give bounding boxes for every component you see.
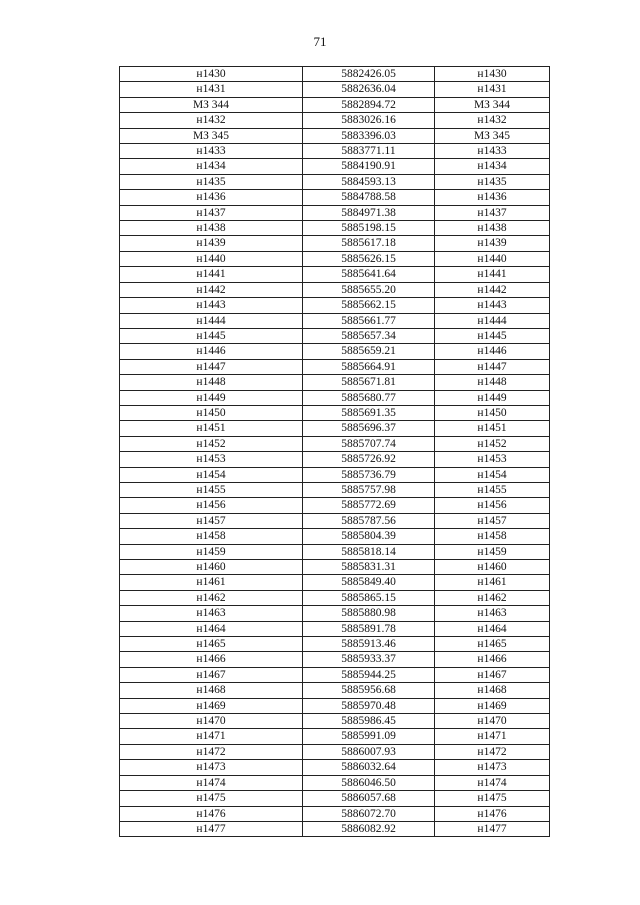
table-row: [120, 544, 550, 559]
table-row: [120, 667, 550, 682]
point-id-cell: н1441: [435, 267, 550, 282]
coordinates-table: [119, 66, 550, 837]
point-id-cell: н1431: [120, 82, 303, 97]
point-id-cell: н1431: [435, 82, 550, 97]
coordinate-cell: 5885970.48: [303, 698, 435, 713]
point-id-cell: н1450: [435, 405, 550, 420]
table-row: [120, 729, 550, 744]
point-id-cell: н1461: [435, 575, 550, 590]
table-row: [120, 498, 550, 513]
point-id-cell: н1430: [120, 67, 303, 82]
point-id-cell: н1444: [435, 313, 550, 328]
point-id-cell: н1440: [120, 251, 303, 266]
table-row: [120, 575, 550, 590]
coordinate-cell: 5885804.39: [303, 529, 435, 544]
point-id-cell: н1472: [435, 744, 550, 759]
coordinate-cell: 5885662.15: [303, 298, 435, 313]
point-id-cell: н1457: [435, 513, 550, 528]
page-number: 71: [313, 34, 327, 49]
table-row: [120, 775, 550, 790]
table-row: [120, 791, 550, 806]
point-id-cell: н1448: [120, 375, 303, 390]
coordinate-cell: 5882426.05: [303, 67, 435, 82]
point-id-cell: н1449: [435, 390, 550, 405]
point-id-cell: н1455: [120, 482, 303, 497]
coordinate-cell: 5885726.92: [303, 452, 435, 467]
coordinates-table-body: [120, 67, 550, 837]
coordinate-cell: 5885198.15: [303, 221, 435, 236]
point-id-cell: н1447: [435, 359, 550, 374]
table-row: [120, 405, 550, 420]
coordinate-cell: 5886032.64: [303, 760, 435, 775]
point-id-cell: н1439: [120, 236, 303, 251]
point-id-cell: МЗ 345: [120, 128, 303, 143]
point-id-cell: н1477: [120, 821, 303, 836]
coordinate-cell: 5886082.92: [303, 821, 435, 836]
table-row: [120, 205, 550, 220]
point-id-cell: МЗ 344: [120, 97, 303, 112]
table-row: [120, 67, 550, 82]
coordinate-cell: 5884190.91: [303, 159, 435, 174]
coordinate-cell: 5885707.74: [303, 436, 435, 451]
coordinate-cell: 5885659.21: [303, 344, 435, 359]
point-id-cell: н1452: [120, 436, 303, 451]
coordinate-cell: 5884788.58: [303, 190, 435, 205]
table-row: [120, 698, 550, 713]
coordinate-cell: 5884971.38: [303, 205, 435, 220]
coordinate-cell: 5885991.09: [303, 729, 435, 744]
table-row: [120, 144, 550, 159]
point-id-cell: н1434: [435, 159, 550, 174]
point-id-cell: н1439: [435, 236, 550, 251]
coordinate-cell: 5885818.14: [303, 544, 435, 559]
table-row: [120, 467, 550, 482]
coordinate-cell: 5885696.37: [303, 421, 435, 436]
point-id-cell: н1445: [435, 328, 550, 343]
coordinate-cell: 5883771.11: [303, 144, 435, 159]
table-row: [120, 652, 550, 667]
point-id-cell: н1471: [435, 729, 550, 744]
table-row: [120, 421, 550, 436]
point-id-cell: н1451: [435, 421, 550, 436]
point-id-cell: н1435: [120, 174, 303, 189]
point-id-cell: н1453: [120, 452, 303, 467]
point-id-cell: н1440: [435, 251, 550, 266]
point-id-cell: н1432: [435, 113, 550, 128]
point-id-cell: н1460: [120, 560, 303, 575]
point-id-cell: н1454: [435, 467, 550, 482]
table-row: [120, 390, 550, 405]
point-id-cell: н1441: [120, 267, 303, 282]
coordinate-cell: 5885671.81: [303, 375, 435, 390]
point-id-cell: н1446: [120, 344, 303, 359]
point-id-cell: н1449: [120, 390, 303, 405]
point-id-cell: н1465: [435, 637, 550, 652]
point-id-cell: н1470: [435, 714, 550, 729]
table-row: [120, 806, 550, 821]
table-row: [120, 251, 550, 266]
point-id-cell: н1477: [435, 821, 550, 836]
table-row: [120, 128, 550, 143]
table-row: [120, 683, 550, 698]
coordinate-cell: 5885691.35: [303, 405, 435, 420]
table-row: [120, 744, 550, 759]
point-id-cell: н1437: [120, 205, 303, 220]
point-id-cell: н1469: [435, 698, 550, 713]
point-id-cell: н1437: [435, 205, 550, 220]
point-id-cell: н1459: [435, 544, 550, 559]
point-id-cell: н1442: [435, 282, 550, 297]
table-row: [120, 529, 550, 544]
coordinate-cell: 5885655.20: [303, 282, 435, 297]
point-id-cell: н1446: [435, 344, 550, 359]
point-id-cell: н1476: [435, 806, 550, 821]
point-id-cell: МЗ 345: [435, 128, 550, 143]
coordinate-cell: 5884593.13: [303, 174, 435, 189]
table-row: [120, 313, 550, 328]
coordinate-cell: 5885680.77: [303, 390, 435, 405]
table-row: [120, 637, 550, 652]
point-id-cell: н1432: [120, 113, 303, 128]
point-id-cell: н1463: [435, 606, 550, 621]
table-row: [120, 282, 550, 297]
table-row: [120, 236, 550, 251]
table-row: [120, 359, 550, 374]
point-id-cell: н1475: [435, 791, 550, 806]
table-row: [120, 482, 550, 497]
point-id-cell: н1453: [435, 452, 550, 467]
point-id-cell: н1451: [120, 421, 303, 436]
coordinate-cell: 5885849.40: [303, 575, 435, 590]
point-id-cell: н1461: [120, 575, 303, 590]
point-id-cell: н1433: [435, 144, 550, 159]
table-row: [120, 190, 550, 205]
coordinate-cell: 5885913.46: [303, 637, 435, 652]
coordinate-cell: 5885757.98: [303, 482, 435, 497]
point-id-cell: н1458: [435, 529, 550, 544]
point-id-cell: н1445: [120, 328, 303, 343]
coordinate-cell: 5885617.18: [303, 236, 435, 251]
point-id-cell: н1474: [120, 775, 303, 790]
coordinate-cell: 5885880.98: [303, 606, 435, 621]
coordinate-cell: 5882636.04: [303, 82, 435, 97]
point-id-cell: н1475: [120, 791, 303, 806]
coordinate-cell: 5886007.93: [303, 744, 435, 759]
coordinate-cell: 5885986.45: [303, 714, 435, 729]
coordinate-cell: 5885956.68: [303, 683, 435, 698]
table-row: [120, 452, 550, 467]
point-id-cell: н1454: [120, 467, 303, 482]
point-id-cell: н1456: [435, 498, 550, 513]
point-id-cell: н1468: [435, 683, 550, 698]
point-id-cell: н1463: [120, 606, 303, 621]
point-id-cell: н1448: [435, 375, 550, 390]
point-id-cell: н1459: [120, 544, 303, 559]
coordinate-cell: 5883026.16: [303, 113, 435, 128]
coordinate-cell: 5886046.50: [303, 775, 435, 790]
point-id-cell: н1436: [120, 190, 303, 205]
coordinate-cell: 5882894.72: [303, 97, 435, 112]
point-id-cell: н1438: [435, 221, 550, 236]
point-id-cell: н1470: [120, 714, 303, 729]
table-row: [120, 590, 550, 605]
table-row: [120, 560, 550, 575]
point-id-cell: н1457: [120, 513, 303, 528]
table-row: [120, 344, 550, 359]
point-id-cell: н1476: [120, 806, 303, 821]
point-id-cell: н1468: [120, 683, 303, 698]
point-id-cell: н1442: [120, 282, 303, 297]
point-id-cell: н1434: [120, 159, 303, 174]
coordinate-cell: 5885626.15: [303, 251, 435, 266]
point-id-cell: н1464: [435, 621, 550, 636]
point-id-cell: н1472: [120, 744, 303, 759]
coordinate-cell: 5886057.68: [303, 791, 435, 806]
table-row: [120, 97, 550, 112]
table-row: [120, 714, 550, 729]
table-row: [120, 82, 550, 97]
point-id-cell: н1452: [435, 436, 550, 451]
point-id-cell: н1465: [120, 637, 303, 652]
table-row: [120, 375, 550, 390]
point-id-cell: н1438: [120, 221, 303, 236]
point-id-cell: н1430: [435, 67, 550, 82]
table-row: [120, 267, 550, 282]
point-id-cell: н1443: [435, 298, 550, 313]
point-id-cell: н1433: [120, 144, 303, 159]
point-id-cell: н1435: [435, 174, 550, 189]
table-row: [120, 113, 550, 128]
coordinate-cell: 5885891.78: [303, 621, 435, 636]
table-row: [120, 328, 550, 343]
table-row: [120, 298, 550, 313]
point-id-cell: н1436: [435, 190, 550, 205]
point-id-cell: н1447: [120, 359, 303, 374]
point-id-cell: н1456: [120, 498, 303, 513]
coordinate-cell: 5885865.15: [303, 590, 435, 605]
point-id-cell: н1466: [435, 652, 550, 667]
point-id-cell: н1444: [120, 313, 303, 328]
table-row: [120, 159, 550, 174]
point-id-cell: н1473: [435, 760, 550, 775]
table-row: [120, 436, 550, 451]
coordinate-cell: 5885657.34: [303, 328, 435, 343]
point-id-cell: н1464: [120, 621, 303, 636]
point-id-cell: н1458: [120, 529, 303, 544]
coordinate-cell: 5885664.91: [303, 359, 435, 374]
point-id-cell: н1455: [435, 482, 550, 497]
point-id-cell: н1460: [435, 560, 550, 575]
point-id-cell: н1466: [120, 652, 303, 667]
coordinate-cell: 5885831.31: [303, 560, 435, 575]
table-row: [120, 513, 550, 528]
table-row: [120, 621, 550, 636]
point-id-cell: н1471: [120, 729, 303, 744]
point-id-cell: н1443: [120, 298, 303, 313]
point-id-cell: н1469: [120, 698, 303, 713]
point-id-cell: н1474: [435, 775, 550, 790]
table-row: [120, 760, 550, 775]
point-id-cell: н1462: [435, 590, 550, 605]
table-row: [120, 821, 550, 836]
point-id-cell: МЗ 344: [435, 97, 550, 112]
point-id-cell: н1450: [120, 405, 303, 420]
coordinate-cell: 5885661.77: [303, 313, 435, 328]
coordinate-cell: 5885787.56: [303, 513, 435, 528]
point-id-cell: н1473: [120, 760, 303, 775]
coordinate-cell: 5885736.79: [303, 467, 435, 482]
table-row: [120, 221, 550, 236]
table-row: [120, 606, 550, 621]
coordinate-cell: 5886072.70: [303, 806, 435, 821]
table-row: [120, 174, 550, 189]
coordinate-cell: 5885772.69: [303, 498, 435, 513]
point-id-cell: н1467: [435, 667, 550, 682]
coordinate-cell: 5885933.37: [303, 652, 435, 667]
coordinate-cell: 5883396.03: [303, 128, 435, 143]
point-id-cell: н1462: [120, 590, 303, 605]
point-id-cell: н1467: [120, 667, 303, 682]
coordinate-cell: 5885641.64: [303, 267, 435, 282]
coordinate-cell: 5885944.25: [303, 667, 435, 682]
